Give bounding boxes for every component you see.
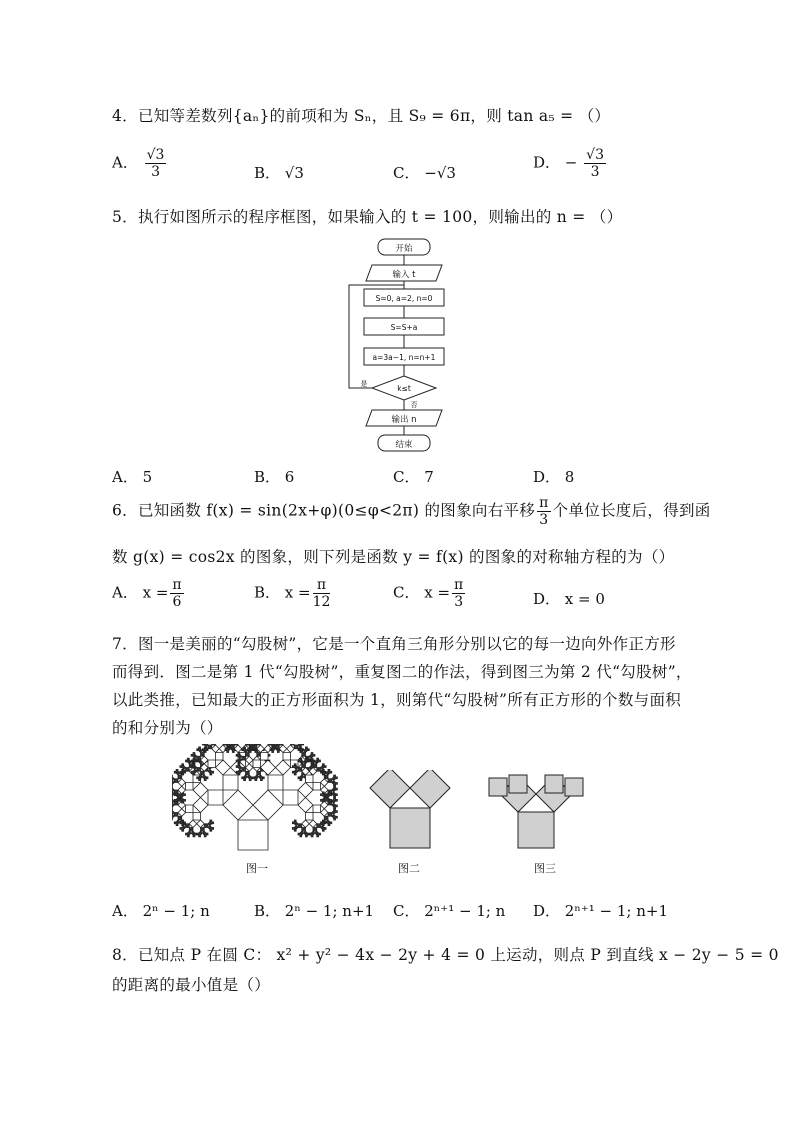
gen1-main-square — [390, 808, 430, 848]
q6-option-c-label: C． x = — [393, 583, 451, 602]
tree-square — [277, 751, 279, 753]
tree-square — [302, 753, 306, 757]
tree-square — [186, 783, 194, 791]
q6-b-den: 12 — [312, 594, 331, 610]
tree-square — [326, 771, 330, 775]
tree-square — [216, 753, 224, 761]
tree-square — [199, 747, 201, 749]
tree-square — [294, 764, 296, 766]
tree-square — [300, 747, 302, 749]
flow-yes-label: 是 — [360, 380, 368, 388]
tree-square — [324, 822, 326, 824]
tree-square — [328, 801, 332, 805]
tree-square — [324, 766, 326, 768]
tree-square — [253, 745, 257, 749]
q6-c-den: 3 — [454, 594, 464, 610]
tree-square — [279, 745, 287, 753]
tree-square — [201, 771, 205, 775]
q4-a-num: √3 — [146, 147, 165, 163]
tree-square — [234, 744, 238, 745]
tree-square — [336, 799, 338, 801]
q6-option-c — [393, 578, 467, 609]
q5-option-d: D． 8 — [533, 468, 575, 486]
tree-square — [294, 745, 298, 749]
tree-square — [180, 828, 182, 830]
tree-square — [236, 760, 238, 762]
tree-square — [223, 790, 253, 820]
tree-square — [231, 745, 235, 749]
tree-square — [328, 813, 332, 817]
tree-square — [298, 777, 300, 779]
q5-flowchart — [340, 236, 460, 456]
q6-option-a — [112, 578, 186, 609]
tree-square — [317, 835, 319, 837]
tree-square — [191, 760, 193, 762]
tree-square — [313, 764, 317, 768]
tree-square — [184, 794, 186, 796]
tree-square — [193, 813, 201, 821]
tree-square — [204, 779, 206, 781]
tree-square — [176, 820, 180, 824]
tree-square — [332, 781, 336, 785]
tree-square — [300, 758, 302, 760]
tree-square — [324, 775, 328, 779]
tree-square — [270, 749, 272, 751]
tree-square — [292, 828, 294, 830]
tree-square — [246, 771, 250, 775]
tree-square — [276, 760, 291, 775]
tree-square — [270, 744, 272, 745]
tree-square — [334, 818, 336, 820]
tree-square — [336, 788, 338, 790]
tree-square — [242, 756, 246, 760]
tree-square — [210, 773, 212, 775]
tree-square — [197, 768, 201, 772]
tree-square — [279, 744, 283, 745]
tree-square — [180, 771, 182, 773]
tree-square — [182, 764, 184, 766]
tree-square — [176, 769, 178, 771]
tree-square — [186, 768, 190, 772]
tree-square — [307, 749, 309, 751]
gen1-right-square — [410, 770, 450, 808]
tree-square — [313, 828, 317, 832]
tree-square — [201, 828, 205, 832]
tree-square — [311, 831, 315, 835]
tree-square — [287, 745, 295, 753]
tree-square — [174, 813, 178, 817]
tree-square — [178, 809, 186, 817]
tree-square — [249, 779, 251, 781]
tree-square — [242, 777, 244, 779]
q4-option-a — [112, 148, 168, 179]
tree-square — [302, 828, 306, 832]
q6-option-b-label: B． x = — [254, 583, 311, 602]
tree-square — [294, 822, 298, 826]
q5-option-a: A． 5 — [112, 468, 153, 486]
tree-square — [332, 792, 336, 796]
tree-square — [247, 749, 249, 751]
tree-square — [276, 745, 280, 749]
gen2-left-outer-square — [489, 778, 507, 796]
q7-caption-one: 图一 — [246, 862, 268, 875]
q7-figure-two — [366, 770, 454, 852]
tree-square — [292, 771, 294, 773]
tree-square — [306, 835, 308, 837]
tree-square — [336, 777, 338, 779]
q7-caption-two: 图二 — [398, 862, 420, 875]
tree-square — [319, 760, 321, 762]
tree-square — [298, 824, 302, 828]
q7-line1: 7．图一是美丽的“勾股树”，它是一个直角三角形分别以它的每一边向外作正方形 — [112, 635, 676, 653]
tree-square — [313, 805, 321, 813]
tree-square — [187, 831, 191, 835]
tree-square — [298, 798, 313, 813]
q7-line2: 而得到．图二是第 1 代“勾股树”，重复图二的作法，得到图三为第 2 代“勾股树”， — [112, 663, 692, 681]
q5-option-b: B． 6 — [254, 468, 295, 486]
tree-square — [232, 751, 234, 753]
tree-square — [193, 753, 195, 755]
tree-square — [322, 792, 324, 794]
q4-option-a-label: A． — [112, 153, 138, 172]
tree-square — [212, 744, 216, 745]
tree-square — [317, 768, 321, 772]
q8-line1: 8．已知点 P 在圆 C： x² + y² − 4x − 2y + 4 = 0 上运动，则点 P 到直线 x − 2y − 5 = 0 — [112, 946, 779, 964]
q4-option-d-fraction — [584, 148, 606, 179]
q4-option-c: C． −√3 — [393, 164, 456, 182]
tree-square — [182, 766, 186, 770]
tree-square — [212, 745, 220, 753]
tree-square — [186, 824, 190, 828]
q6-shift-den: 3 — [539, 512, 549, 528]
q4-option-d-label: D． − — [533, 153, 578, 172]
tree-square — [178, 816, 182, 820]
q4-option-b: B． √3 — [254, 164, 304, 182]
tree-square — [216, 760, 231, 775]
tree-square — [313, 754, 315, 756]
tree-square — [208, 826, 212, 830]
tree-square — [261, 760, 276, 775]
tree-square — [321, 799, 323, 801]
flow-end-text: 结束 — [395, 440, 413, 450]
q6-line1 — [112, 496, 711, 527]
tree-square — [204, 744, 208, 747]
tree-square — [225, 744, 227, 745]
q5-option-c: C． 7 — [393, 468, 434, 486]
tree-square — [306, 813, 314, 821]
tree-square — [315, 760, 319, 764]
q6-a-den: 6 — [172, 594, 182, 610]
tree-square — [210, 829, 212, 831]
tree-square — [253, 790, 283, 820]
tree-square — [208, 769, 212, 773]
q4-d-num: √3 — [586, 147, 604, 163]
q6-c-num: π — [454, 577, 464, 593]
q6-option-a-label: A． x = — [112, 583, 169, 602]
tree-square — [178, 794, 182, 798]
tree-square — [186, 833, 188, 835]
tree-square — [261, 779, 263, 781]
q4-stem: 4．已知等差数列{aₙ}的前项和为 Sₙ，且 S₉ = 6π，则 tan a₅ = （） — [112, 107, 611, 125]
tree-square — [324, 816, 328, 820]
flow-condition-text: k≤t — [397, 384, 411, 393]
tree-square — [302, 744, 304, 745]
q7-line3: 以此类推，已知最大的正方形面积为 1，则第代“勾股树”所有正方形的个数与面积 — [112, 691, 682, 709]
tree-square — [300, 831, 304, 835]
q6-b-num: π — [313, 578, 331, 594]
tree-square — [300, 775, 304, 779]
tree-square — [197, 756, 201, 760]
q6-line2: 数 g(x) = cos2x 的图象，则下列是函数 y = f(x) 的图象的对称轴方程的为（） — [112, 548, 675, 566]
tree-square — [268, 775, 283, 790]
q7-caption-three: 图三 — [534, 862, 556, 875]
tree-square — [321, 826, 325, 830]
tree-square — [322, 769, 324, 771]
q7-option-b: B． 2ⁿ − 1; n+1 — [254, 902, 375, 920]
tree-square — [193, 835, 195, 837]
tree-square — [174, 790, 178, 794]
q8-line2: 的距离的最小值是（） — [112, 976, 271, 994]
tree-square — [328, 779, 332, 783]
q7-option-a: A． 2ⁿ − 1; n — [112, 902, 210, 920]
tree-square — [332, 814, 336, 818]
tree-square — [201, 753, 205, 757]
tree-square — [244, 775, 248, 779]
q4-option-d — [533, 148, 608, 179]
tree-square — [298, 783, 313, 798]
q6-line1-part-a: 6．已知函数 f(x) = sin(2x+φ)(0≤φ<2π) 的图象向右平移 — [112, 501, 536, 520]
flow-arrows — [349, 255, 404, 435]
q6-option-c-fraction — [452, 578, 465, 609]
tree-square — [257, 753, 261, 757]
tree-square — [247, 744, 249, 745]
tree-square — [302, 820, 310, 828]
tree-square — [208, 760, 216, 768]
q6-option-d: D． x = 0 — [533, 590, 605, 608]
q5-stem: 5．执行如图所示的程序框图，如果输入的 t = 100，则输出的 n = （） — [112, 208, 623, 226]
q7-line4: 的和分别为（） — [112, 719, 223, 737]
gen1-left-square — [370, 770, 410, 808]
tree-square — [193, 783, 208, 798]
flow-input-text: 输入 t — [392, 270, 416, 280]
tree-square — [223, 775, 238, 790]
tree-square — [283, 753, 291, 761]
tree-square — [255, 775, 259, 779]
q4-a-den: 3 — [151, 164, 160, 180]
flow-start-text: 开始 — [395, 244, 413, 254]
tree-square — [311, 758, 313, 760]
tree-square — [309, 820, 317, 828]
tree-square — [234, 745, 242, 753]
tree-square — [330, 794, 332, 796]
tree-square — [204, 835, 206, 837]
tree-square — [324, 798, 328, 802]
tree-square — [204, 824, 208, 828]
tree-square — [238, 753, 240, 755]
tree-square — [186, 805, 194, 813]
tree-square — [306, 775, 314, 783]
tree-square — [321, 809, 329, 817]
tree-square — [244, 747, 246, 749]
tree-square — [330, 771, 332, 773]
q6-line1-part-b: 个单位长度后，得到函 — [552, 501, 711, 520]
tree-square — [253, 760, 261, 768]
tree-square — [202, 744, 204, 745]
tree-square — [178, 779, 186, 787]
tree-square — [182, 824, 184, 826]
tree-square — [189, 828, 193, 832]
flow-init-text: S=0, a=2, n=0 — [375, 294, 433, 303]
tree-square — [257, 771, 261, 775]
tree-square — [178, 775, 182, 779]
q6-shift-num: π — [539, 495, 549, 511]
tree-square — [246, 753, 250, 757]
q6-option-b-fraction — [313, 578, 331, 609]
gen2-left-top-square — [509, 775, 527, 793]
tree-square — [336, 811, 338, 813]
gen2-right-outer-square — [565, 778, 583, 796]
tree-square — [261, 753, 269, 761]
tree-square — [193, 798, 208, 813]
tree-square — [236, 771, 238, 773]
tree-square — [283, 790, 298, 805]
tree-square — [212, 822, 214, 824]
tree-square — [294, 820, 296, 822]
q6-a-num: π — [172, 577, 182, 593]
q7-figure-one — [172, 744, 342, 852]
tree-square — [174, 799, 176, 801]
tree-square — [187, 758, 189, 760]
gen2-right-top-square — [545, 775, 563, 793]
tree-square — [238, 820, 268, 850]
tree-square — [225, 749, 227, 751]
q7-option-c: C． 2ⁿ⁺¹ − 1; n — [393, 902, 506, 920]
tree-square — [304, 749, 308, 753]
tree-square — [182, 801, 184, 803]
q6-option-a-fraction — [170, 578, 183, 609]
tree-square — [302, 764, 306, 768]
q4-option-a-fraction — [145, 148, 167, 179]
q7-option-d: D． 2ⁿ⁺¹ − 1; n+1 — [533, 902, 669, 920]
tree-square — [321, 801, 329, 809]
tree-square — [191, 771, 193, 773]
tree-square — [257, 744, 261, 745]
q6-shift-fraction — [537, 496, 551, 527]
tree-square — [317, 824, 321, 828]
flow-no-label: 否 — [410, 401, 418, 409]
q4-d-den: 3 — [590, 164, 600, 180]
q7-figure-three — [488, 772, 584, 852]
tree-square — [332, 803, 336, 807]
tree-square — [322, 829, 324, 831]
tree-square — [174, 822, 176, 824]
tree-square — [193, 754, 197, 758]
tree-square — [298, 768, 302, 772]
flow-update-a-text: a=3a−1, n=n+1 — [372, 353, 436, 362]
tree-square — [174, 779, 178, 783]
tree-square — [208, 745, 212, 749]
tree-square — [189, 820, 197, 828]
tree-square — [202, 749, 204, 751]
tree-square — [197, 777, 199, 779]
tree-square — [291, 744, 295, 745]
flow-update-s-text: S=S+a — [390, 323, 418, 332]
tree-square — [199, 831, 203, 835]
tree-square — [328, 824, 330, 826]
q6-option-b — [254, 578, 332, 609]
tree-square — [197, 820, 205, 828]
flow-output-text: 输出 n — [391, 415, 417, 425]
tree-square — [321, 779, 329, 787]
tree-square — [178, 786, 186, 794]
tree-square — [298, 833, 300, 835]
tree-square — [208, 790, 223, 805]
tree-square — [242, 768, 246, 772]
gen2-main-square — [518, 812, 554, 848]
tree-square — [313, 783, 321, 791]
